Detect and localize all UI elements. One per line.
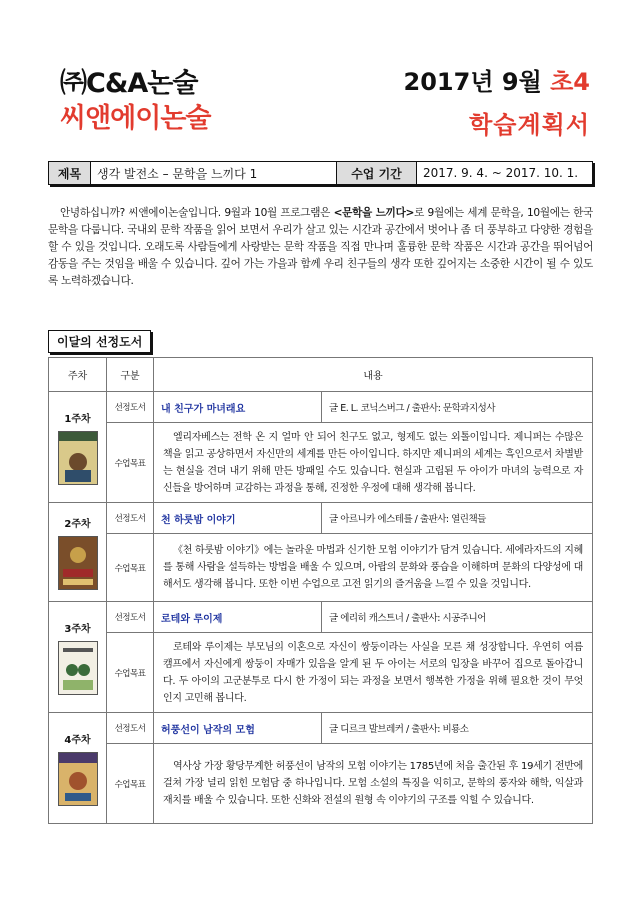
header-week: 주차 — [49, 358, 107, 392]
subject-value: 생각 발전소 – 문학을 느끼다 1 — [91, 162, 337, 184]
book-author: 글 아르니카 에스테를 / 출판사: 열린책들 — [322, 503, 593, 534]
lesson-goal: 《천 하룻밤 이야기》에는 놀라운 마법과 신기한 모험 이야기가 담겨 있습니다. 세에라자드의 지혜를 통해 사람을 설득하는 방법을 배울 수 있으며, 아랍의 문화와 풍습을 이해하며 문화의 다양성에 대해서도 생각해 봅니다. 또한 이번 수업으로 고전 읽기의 즐거움을 느낄 수 있을 것입니다. — [154, 534, 593, 602]
week-label: 3주차 — [64, 623, 91, 635]
lesson-goal: 역사상 가장 황당무계한 허풍선이 남작의 모험 이야기는 1785년에 처음 출간된 후 19세기 전반에 걸쳐 가장 널리 읽힌 모험담 중 하나입니다. 모험 소설의 특징을 익히고, 문학의 풍자와 해학, 익살과 재치를 배울 수 있습니다. 또한 신화와 전설의 원형 속 이야기의 구조를 익힐 수 있습니다. — [154, 744, 593, 824]
document-title — [404, 62, 590, 140]
subject-label: 제목 — [49, 162, 91, 184]
kind-goal: 수업목표 — [107, 744, 154, 824]
kind-book: 선정도서 — [107, 503, 154, 534]
title-prefix: 2017년 9월 — [403, 68, 551, 96]
title-date — [404, 62, 590, 97]
book-cover-image — [58, 752, 98, 806]
book-title: 허풍선이 남작의 모험 — [154, 713, 322, 744]
lesson-goal: 엘리자베스는 전학 온 지 얼마 안 되어 친구도 없고, 형제도 없는 외톨이입니다. 제니퍼는 수많은 책을 읽고 공상하면서 자신만의 세계를 만든 아이입니다. 하지만 제니퍼의 세계는 흑인으로서 차별받는 현실을 견뎌 내기 위해 만든 방패일 수도 있습니다. 현실과 고립된 두 아이가 마녀의 능력으로 자신들을 방어하며 교감하는 과정을 통해, 진정한 우정에 대해 생각해 봅니다. — [154, 423, 593, 503]
book-cover-image — [58, 431, 98, 485]
book-author: 글 디르크 발브레커 / 출판사: 비룡소 — [322, 713, 593, 744]
kind-book: 선정도서 — [107, 392, 154, 423]
book-title: 로테와 루이제 — [154, 602, 322, 633]
intro-paragraph — [48, 205, 593, 290]
table-row — [49, 713, 593, 744]
info-bar — [48, 161, 593, 185]
table-row — [49, 423, 593, 503]
intro-part-2: 로 9월에는 세계 문학을, 10월에는 한국 문학을 다룹니다. 국내외 문학 작품을 읽어 보면서 우리가 살고 있는 시간과 공간에서 벗어나 좀 더 풍부하고 다양한 경험을 할 수 있을 것입니다. 오래도록 사람들에게 사랑받는 문학 작품을 직접 만나며 훌륭한 문학 작품은 시간과 공간을 뛰어넘어 감동을 주는 것임을 배울 수 있습니다. 깊어 가는 가을과 함께 우리 친구들의 생각 또한 깊어지는 소중한 시간이 될 수 있도록 노력하겠습니다. — [48, 207, 593, 287]
section-title: 이달의 선정도서 — [48, 330, 151, 353]
period-value: 2017. 9. 4. ~ 2017. 10. 1. — [423, 166, 579, 180]
title-subtitle: 학습계획서 — [469, 111, 590, 139]
header-kind: 구분 — [107, 358, 154, 392]
table-row — [49, 534, 593, 602]
book-author: 글 E. L. 코닉스버그 / 출판사: 문학과지성사 — [322, 392, 593, 423]
kind-book: 선정도서 — [107, 713, 154, 744]
grade-label: 초4 — [550, 68, 590, 96]
lesson-goal: 로테와 루이제는 부모님의 이혼으로 자신이 쌍둥이라는 사실을 모른 채 성장합니다. 우연히 여름 캠프에서 자신에게 쌍둥이 자매가 있음을 알게 된 두 아이는 서로의 입장을 바꾸어 집으로 돌아갑니다. 두 아이의 고군분투로 다시 한 가정이 되는 과정을 보면서 행복한 가정을 위해 필요한 것이 무엇인지 고민해 봅니다. — [154, 633, 593, 713]
table-row — [49, 602, 593, 633]
week-label: 4주차 — [64, 734, 91, 746]
kind-goal: 수업목표 — [107, 633, 154, 713]
table-row — [49, 633, 593, 713]
logo-line-1: ㈜C&A논술 — [60, 68, 198, 99]
logo-line-2: 씨앤에이논술 — [60, 103, 211, 134]
kind-goal: 수업목표 — [107, 423, 154, 503]
week-cell — [49, 503, 107, 602]
table-row — [49, 744, 593, 824]
book-author: 글 에리히 캐스트너 / 출판사: 시공주니어 — [322, 602, 593, 633]
period-label: 수업 기간 — [337, 162, 417, 184]
book-title: 천 하룻밤 이야기 — [154, 503, 322, 534]
intro-part-1: 안녕하십니까? 씨앤에이논술입니다. 9월과 10월 프로그램은 — [60, 207, 334, 219]
book-cover-image — [58, 536, 98, 590]
book-table — [48, 357, 593, 824]
week-cell — [49, 602, 107, 713]
intro-highlight: <문학을 느끼다> — [333, 207, 415, 219]
table-header-row — [49, 358, 593, 392]
header-content: 내용 — [154, 358, 593, 392]
week-label: 2주차 — [64, 518, 91, 530]
kind-book: 선정도서 — [107, 602, 154, 633]
company-logo — [60, 68, 211, 136]
book-cover-image — [58, 641, 98, 695]
week-cell — [49, 392, 107, 503]
table-row — [49, 503, 593, 534]
table-row — [49, 392, 593, 423]
kind-goal: 수업목표 — [107, 534, 154, 602]
week-cell — [49, 713, 107, 824]
book-title: 내 친구가 마녀래요 — [154, 392, 322, 423]
week-label: 1주차 — [64, 413, 91, 425]
